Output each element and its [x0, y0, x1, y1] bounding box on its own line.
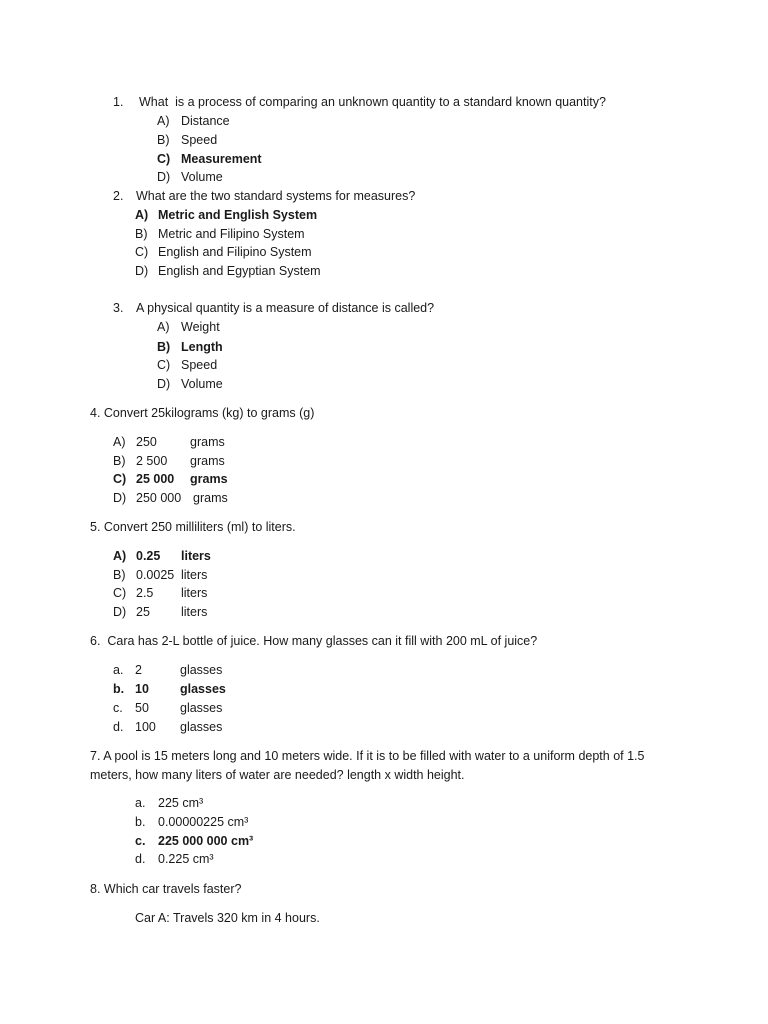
q5-option-a: [113, 548, 313, 564]
option-text: Speed: [181, 133, 218, 147]
option-unit: grams: [190, 454, 225, 468]
option-text: 0.00000225 cm³: [158, 815, 249, 829]
option-marker: D): [135, 264, 149, 278]
option-value: 25 000: [136, 472, 175, 486]
q7-option-c: [135, 833, 253, 849]
option-text: Length: [181, 340, 223, 354]
q1-option-b: [157, 132, 217, 148]
q2-option-d: [135, 263, 321, 279]
q7-question-line1: 7. A pool is 15 meters long and 10 meters wide. If it is to be filled with water to a uniform depth of 1.5: [90, 749, 645, 763]
option-marker: B): [135, 227, 148, 241]
q2-option-b: [135, 226, 305, 242]
option-marker: d.: [135, 852, 146, 866]
q1-option-d: [157, 169, 223, 185]
option-value: 2.5: [136, 586, 154, 600]
option-text: Measurement: [181, 152, 262, 166]
option-text: Distance: [181, 114, 230, 128]
q7-option-a: [135, 795, 203, 811]
option-marker: A): [135, 208, 149, 222]
option-value: 50: [135, 701, 149, 715]
option-text: Metric and Filipino System: [158, 227, 305, 241]
option-unit: glasses: [180, 720, 223, 734]
q7-question-line2: meters, how many liters of water are needed? length x width height.: [90, 768, 465, 782]
option-value: 250: [136, 435, 157, 449]
option-unit: glasses: [180, 701, 223, 715]
option-marker: B): [157, 133, 170, 147]
q6-question: 6. Cara has 2-L bottle of juice. How many glasses can it fill with 200 mL of juice?: [90, 634, 538, 648]
option-text: Weight: [181, 320, 220, 334]
q6-option-d: [113, 719, 313, 735]
option-marker: A): [157, 114, 170, 128]
option-text: Volume: [181, 170, 223, 184]
option-marker: b.: [135, 815, 146, 829]
q4-question: 4. Convert 25kilograms (kg) to grams (g): [90, 406, 315, 420]
q4-option-d: [113, 490, 313, 506]
q8-car-a: Car A: Travels 320 km in 4 hours.: [135, 911, 320, 925]
option-value: 10: [135, 682, 149, 696]
option-unit: glasses: [180, 682, 226, 696]
q2-option-c: [135, 244, 312, 260]
q7-option-b: [135, 814, 248, 830]
option-unit: liters: [181, 549, 211, 563]
option-marker: A): [113, 435, 126, 449]
option-text: 225 000 000 cm³: [158, 834, 254, 848]
option-text: English and Egyptian System: [158, 264, 321, 278]
option-unit: liters: [181, 605, 208, 619]
option-value: 2 500: [136, 454, 168, 468]
q1-number: 1.: [113, 95, 124, 109]
option-marker: B): [157, 340, 171, 354]
option-marker: D): [157, 377, 171, 391]
option-marker: c.: [135, 834, 146, 848]
option-unit: glasses: [180, 663, 223, 677]
option-text: Metric and English System: [158, 208, 318, 222]
option-marker: C): [113, 472, 127, 486]
option-unit: liters: [181, 586, 208, 600]
q5-question: 5. Convert 250 milliliters (ml) to liters.: [90, 520, 296, 534]
q3-option-c: [157, 357, 217, 373]
q3-option-a: [157, 319, 220, 335]
q7-option-d: [135, 851, 214, 867]
option-marker: C): [113, 586, 127, 600]
q6-option-b: [113, 681, 313, 697]
q8-question: 8. Which car travels faster?: [90, 882, 242, 896]
option-value: 100: [135, 720, 156, 734]
option-value: 250 000: [136, 491, 182, 505]
q3-number: 3.: [113, 301, 124, 315]
option-unit: grams: [193, 491, 228, 505]
option-marker: d.: [113, 720, 124, 734]
option-marker: C): [135, 245, 149, 259]
option-text: Speed: [181, 358, 218, 372]
option-marker: D): [113, 491, 127, 505]
q6-option-a: [113, 662, 313, 678]
option-marker: D): [157, 170, 171, 184]
option-marker: D): [113, 605, 127, 619]
q2-number: 2.: [113, 189, 124, 203]
option-text: 0.225 cm³: [158, 852, 214, 866]
q1-option-a: [157, 113, 230, 129]
option-marker: c.: [113, 701, 123, 715]
q6-option-c: [113, 700, 313, 716]
option-text: 225 cm³: [158, 796, 204, 810]
option-marker: b.: [113, 682, 125, 696]
option-marker: C): [157, 152, 171, 166]
option-marker: a.: [113, 663, 124, 677]
option-text: English and Filipino System: [158, 245, 312, 259]
option-marker: B): [113, 568, 126, 582]
q4-option-b: [113, 453, 313, 469]
option-unit: grams: [190, 435, 225, 449]
option-marker: A): [157, 320, 170, 334]
option-value: 25: [136, 605, 150, 619]
q5-option-d: [113, 604, 313, 620]
q2-question: What are the two standard systems for measures?: [136, 189, 416, 203]
q4-option-a: [113, 434, 313, 450]
q5-option-c: [113, 585, 313, 601]
q4-option-c: [113, 471, 313, 487]
q3-option-b: [157, 339, 223, 355]
q1-question: What is a process of comparing an unknown quantity to a standard known quantity?: [139, 95, 606, 109]
option-marker: a.: [135, 796, 146, 810]
q3-option-d: [157, 376, 223, 392]
option-marker: C): [157, 358, 171, 372]
option-text: Volume: [181, 377, 223, 391]
option-value: 0.0025: [136, 568, 175, 582]
option-unit: grams: [190, 472, 228, 486]
option-unit: liters: [181, 568, 208, 582]
q1-option-c: [157, 151, 262, 167]
option-marker: B): [113, 454, 126, 468]
q2-option-a: [135, 207, 317, 223]
q5-option-b: [113, 567, 313, 583]
option-value: 2: [135, 663, 142, 677]
option-marker: A): [113, 549, 127, 563]
q3-question: A physical quantity is a measure of distance is called?: [136, 301, 435, 315]
option-value: 0.25: [136, 549, 161, 563]
